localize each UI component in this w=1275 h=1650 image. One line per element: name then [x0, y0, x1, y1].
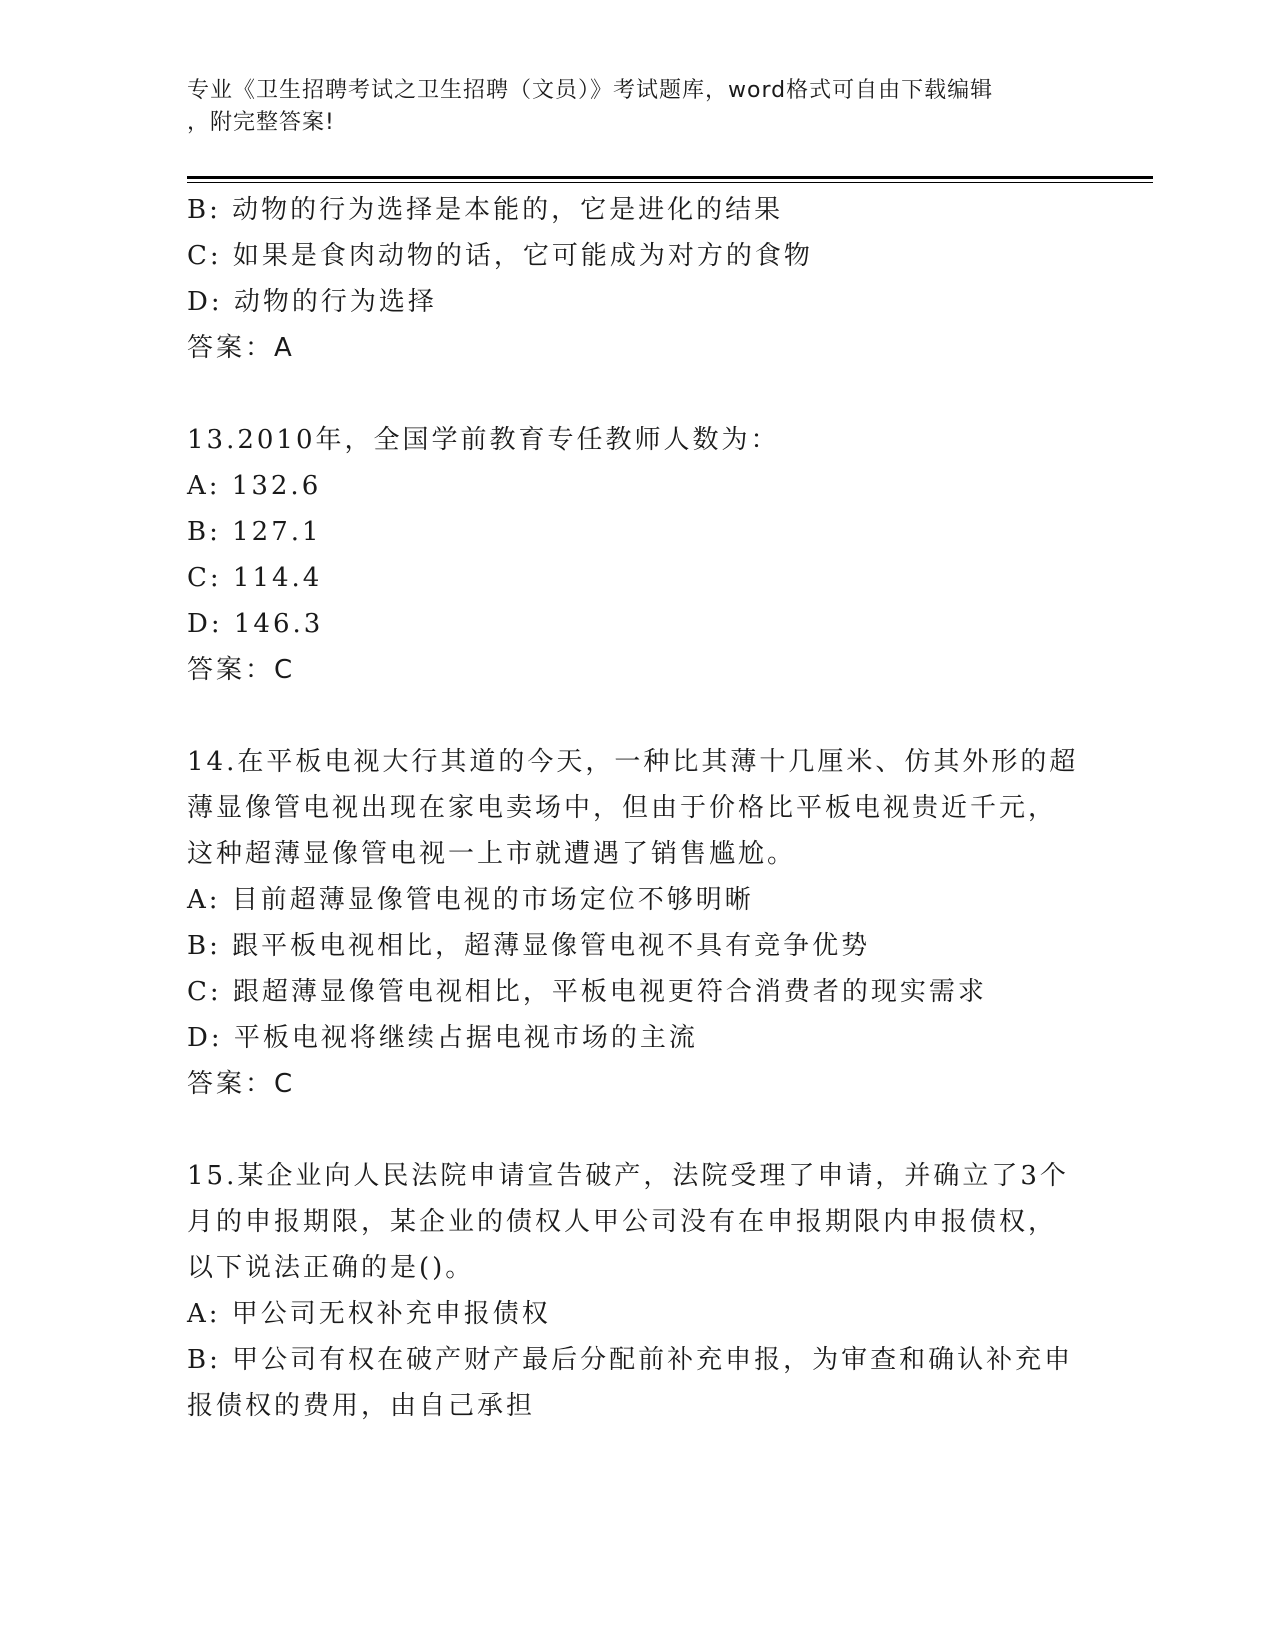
option-b-line-2: 报债权的费用，由自己承担 [187, 1391, 536, 1421]
question-15 [187, 1153, 1077, 1429]
spacer [187, 371, 1077, 417]
question-stem-line-2: 月的申报期限，某企业的债权人甲公司没有在申报期限内申报债权， [187, 1207, 1058, 1237]
option-c: C: 114.4 [187, 563, 323, 593]
header-line-1: 专业《卫生招聘考试之卫生招聘（文员）》考试题库，word格式可自由下载编辑 [187, 78, 994, 103]
document-header [187, 75, 1067, 139]
option-b-line-1: B: 甲公司有权在破产财产最后分配前补充申报，为审查和确认补充申 [187, 1345, 1074, 1375]
option-c: C: 跟超薄显像管电视相比，平板电视更符合消费者的现实需求 [187, 977, 987, 1007]
question-content [187, 187, 1077, 1429]
option-c: C: 如果是食肉动物的话，它可能成为对方的食物 [187, 241, 813, 271]
header-line-2: ，附完整答案! [187, 110, 335, 135]
option-a: A: 甲公司无权补充申报债权 [187, 1299, 551, 1329]
option-b: B: 跟平板电视相比，超薄显像管电视不具有竞争优势 [187, 931, 871, 961]
spacer [187, 693, 1077, 739]
header-divider-thin [187, 182, 1153, 183]
option-d: D: 动物的行为选择 [187, 287, 437, 317]
option-a: A: 目前超薄显像管电视的市场定位不够明晰 [187, 885, 754, 915]
prev-question [187, 187, 1077, 371]
header-divider-thick [187, 176, 1153, 179]
option-b: B: 127.1 [187, 517, 322, 547]
option-d: D: 146.3 [187, 609, 324, 639]
option-a: A: 132.6 [187, 471, 322, 501]
question-13 [187, 417, 1077, 693]
question-stem: 13.2010年，全国学前教育专任教师人数为： [187, 425, 780, 455]
question-stem-line-1: 15.某企业向人民法院申请宣告破产，法院受理了申请，并确立了3个 [187, 1161, 1069, 1191]
option-b: B: 动物的行为选择是本能的，它是进化的结果 [187, 195, 784, 225]
question-stem-line-3: 这种超薄显像管电视一上市就遭遇了销售尴尬。 [187, 839, 797, 869]
answer-line: 答案：A [187, 333, 295, 363]
question-stem-line-3: 以下说法正确的是()。 [187, 1253, 475, 1283]
question-14 [187, 739, 1077, 1107]
option-d: D: 平板电视将继续占据电视市场的主流 [187, 1023, 698, 1053]
question-stem-line-2: 薄显像管电视出现在家电卖场中，但由于价格比平板电视贵近千元， [187, 793, 1058, 823]
spacer [187, 1107, 1077, 1153]
answer-line: 答案：C [187, 1069, 296, 1099]
answer-line: 答案：C [187, 655, 296, 685]
question-stem-line-1: 14.在平板电视大行其道的今天，一种比其薄十几厘米、仿其外形的超 [187, 747, 1079, 777]
